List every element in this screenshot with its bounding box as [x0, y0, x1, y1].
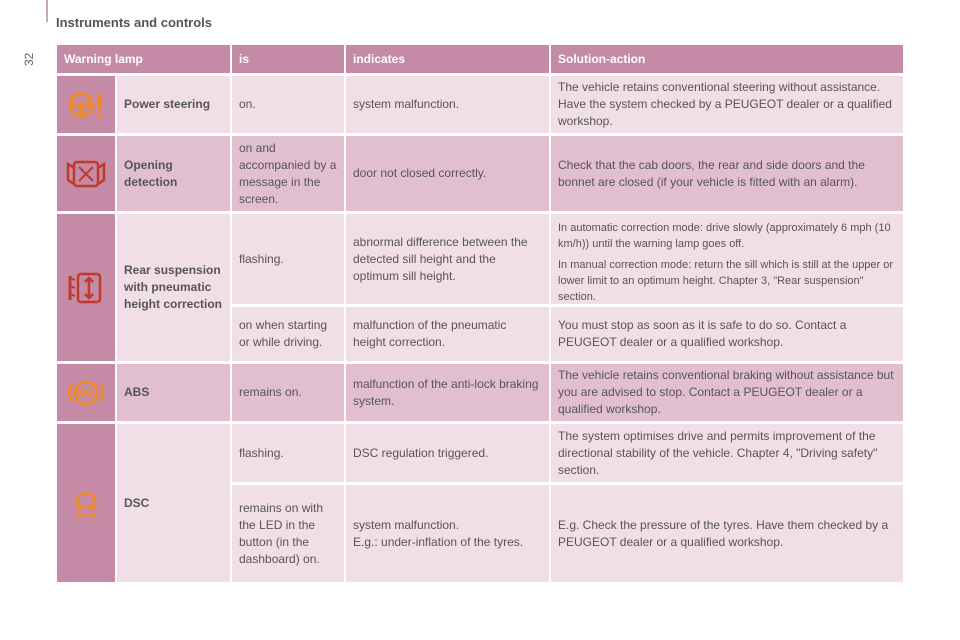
solution-cell: E.g. Check the pressure of the tyres. Have them checked by a PEUGEOT dealer or a qualified workshop.	[551, 485, 903, 582]
sub-row	[232, 424, 903, 485]
solution-cell: The vehicle retains conventional steering without assistance. Have the system checked by a PEUGEOT dealer or a qualified workshop.	[551, 76, 903, 133]
steering-wheel-warning-icon	[66, 88, 106, 122]
warning-lamp-table	[57, 45, 903, 582]
solution-cell: You must stop as soon as it is safe to do so. Contact a PEUGEOT dealer or a qualified workshop.	[551, 307, 903, 361]
lamp-cell	[57, 76, 117, 133]
solution-paragraph: In automatic correction mode: drive slowly (approximately 6 mph (10 km/h)) until the warning lamp goes off.	[558, 222, 891, 250]
indicates-cell	[346, 485, 551, 582]
is-cell: on and accompanied by a message in the screen.	[232, 136, 346, 211]
lamp-cell	[57, 424, 117, 582]
table-row	[57, 76, 903, 136]
sub-rows	[232, 424, 903, 582]
lamp-cell	[57, 214, 117, 361]
is-cell: remains on.	[232, 364, 346, 421]
table-row	[57, 364, 903, 424]
column-header-indicates: indicates	[346, 45, 551, 73]
column-header-solution: Solution-action	[558, 51, 646, 66]
lamp-cell	[57, 136, 117, 211]
is-cell: flashing.	[232, 424, 346, 482]
table-row-group	[57, 214, 903, 364]
solution-cell: The vehicle retains conventional braking without assistance but you are advised to stop. Contact a PEUGEOT dealer or a qualified workshop.	[551, 364, 903, 421]
solution-cell	[551, 214, 903, 304]
is-cell: on.	[232, 76, 346, 133]
table-row	[57, 136, 903, 214]
lamp-name: Opening detection	[117, 136, 232, 211]
table-header	[57, 45, 903, 76]
lamp-name: DSC	[117, 424, 232, 582]
skidding-car-icon	[71, 487, 101, 519]
is-cell: flashing.	[232, 214, 346, 304]
table-row-group	[57, 424, 903, 582]
section-marker	[46, 0, 48, 22]
open-doors-icon	[66, 158, 106, 190]
sub-row	[232, 307, 903, 361]
indicates-cell: malfunction of the pneumatic height correction.	[346, 307, 551, 361]
solution-cell: Check that the cab doors, the rear and side doors and the bonnet are closed (if your vehicle is fitted with an alarm).	[551, 136, 903, 211]
svg-text:ABS: ABS	[76, 388, 96, 398]
solution-paragraph: In manual correction mode: return the sill which is still at the upper or lower limit to an optimum height. Chapter 3, "Rear suspension" section.	[558, 259, 894, 303]
indicates-cell: DSC regulation triggered.	[346, 424, 551, 482]
indicates-cell: malfunction of the anti-lock braking system.	[346, 364, 551, 421]
indicates-cell: system malfunction.	[346, 76, 551, 133]
lamp-name: Power steering	[117, 76, 232, 133]
page-number: 32	[22, 52, 36, 66]
is-cell: on when starting or while driving.	[232, 307, 346, 361]
lamp-name: ABS	[117, 364, 232, 421]
is-cell: remains on with the LED in the button (in the dashboard) on.	[232, 485, 346, 582]
indicates-line: E.g.: under-inflation of the tyres.	[353, 534, 524, 549]
lamp-name: Rear suspension with pneumatic height correction	[117, 214, 232, 361]
suspension-height-icon	[66, 270, 106, 306]
abs-icon	[66, 378, 106, 408]
column-header-warning-lamp: Warning lamp	[57, 45, 232, 73]
lamp-cell	[57, 364, 117, 421]
solution-cell: The system optimises drive and permits improvement of the directional stability of the vehicle. Chapter 4, "Driving safety" section.	[551, 424, 903, 482]
sub-row	[232, 214, 903, 307]
sub-rows	[232, 214, 903, 361]
indicates-cell: abnormal difference between the detected sill height and the optimum sill height.	[346, 214, 551, 304]
column-header-is: is	[232, 45, 346, 73]
sub-row	[232, 485, 903, 582]
section-title: Instruments and controls	[56, 15, 213, 30]
indicates-line: system malfunction.	[353, 517, 460, 532]
indicates-cell: door not closed correctly.	[346, 136, 551, 211]
